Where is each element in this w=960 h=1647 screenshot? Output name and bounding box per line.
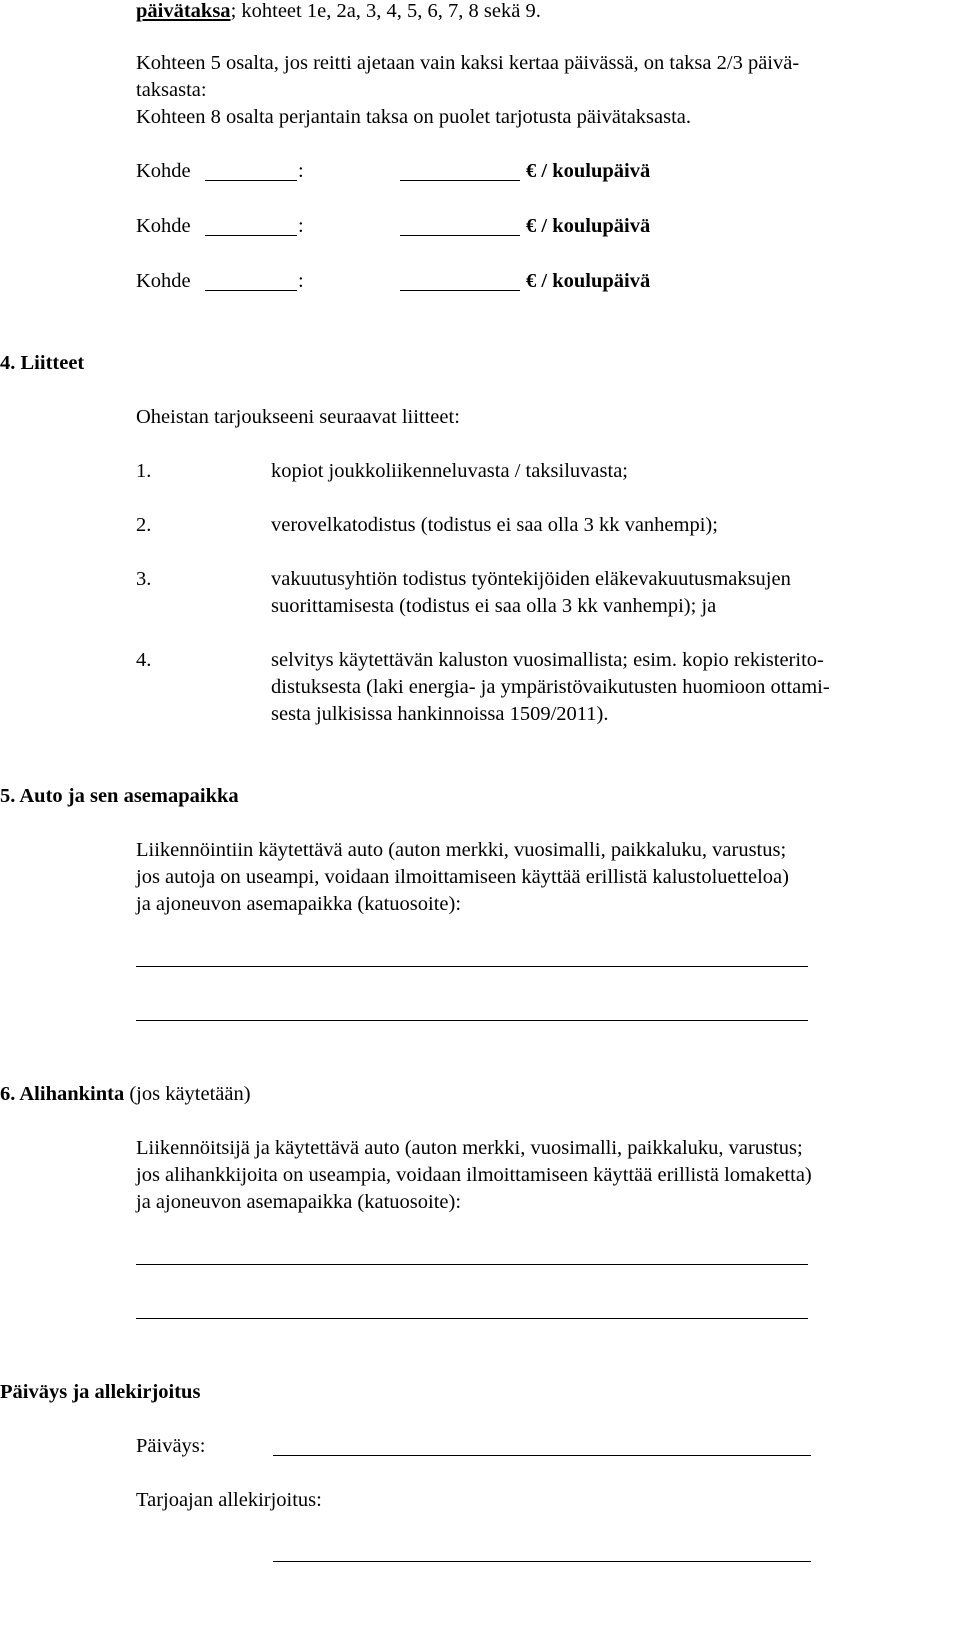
intro-line-1: [136, 0, 541, 25]
attachment-text: kopiot joukkoliikenneluvasta / taksiluvasta;: [271, 460, 628, 482]
section-6-heading: [0, 1081, 251, 1108]
kohde-label: Kohde: [136, 160, 191, 182]
attachment-text: distuksesta (laki energia- ja ympäristövaikutusten huomioon ottami-: [271, 676, 830, 698]
kohde-price-blank[interactable]: [400, 180, 520, 181]
intro-paragraph-line-2: taksasta:: [136, 79, 207, 101]
attachment-text: suorittamisesta (todistus ei saa olla 3 kk vanhempi); ja: [271, 595, 717, 617]
kohde-number-blank[interactable]: [205, 180, 297, 181]
intro-paragraph-line-3: Kohteen 8 osalta perjantain taksa on puolet tarjotusta päivätaksasta.: [136, 106, 692, 128]
section-5-text: Liikennöintiin käytettävä auto (auton merkki, vuosimalli, paikkaluku, varustus;: [136, 839, 787, 861]
kohde-price-blank[interactable]: [400, 290, 520, 291]
attachment-text: vakuutusyhtiön todistus työntekijöiden eläkevakuutusmaksujen: [271, 568, 791, 590]
signature-label: Tarjoajan allekirjoitus:: [136, 1489, 322, 1511]
section-4-heading: 4. Liitteet: [0, 352, 85, 374]
section-6-text: ja ajoneuvon asemapaikka (katuosoite):: [136, 1191, 462, 1213]
attachment-number: 3.: [136, 568, 152, 590]
subcontractor-info-blank[interactable]: [136, 1264, 808, 1265]
section-6-heading-note: (jos käytetään): [124, 1083, 251, 1105]
kohde-colon: :: [298, 160, 304, 182]
kohde-unit: € / koulupäivä: [526, 160, 651, 182]
kohde-price-blank[interactable]: [400, 235, 520, 236]
section-4-intro: Oheistan tarjoukseeni seuraavat liitteet:: [136, 406, 460, 428]
kohde-unit: € / koulupäivä: [526, 215, 651, 237]
date-blank[interactable]: [273, 1455, 811, 1456]
section-6-heading-bold: 6. Alihankinta: [0, 1083, 125, 1105]
intro-paragraph-line-1: Kohteen 5 osalta, jos reitti ajetaan vain kaksi kertaa päivässä, on taksa 2/3 päivä-: [136, 52, 800, 74]
kohde-unit: € / koulupäivä: [526, 270, 651, 292]
attachment-text: verovelkatodistus (todistus ei saa olla 3 kk vanhempi);: [271, 514, 718, 536]
kohde-number-blank[interactable]: [205, 235, 297, 236]
signature-blank[interactable]: [273, 1561, 811, 1562]
section-5-text: jos autoja on useampi, voidaan ilmoittamiseen käyttää erillistä kalustoluetteloa): [136, 866, 789, 888]
intro-line-1-rest: ; kohteet 1e, 2a, 3, 4, 5, 6, 7, 8 sekä 9.: [230, 0, 541, 22]
kohde-label: Kohde: [136, 215, 191, 237]
kohde-label: Kohde: [136, 270, 191, 292]
signature-heading: Päiväys ja allekirjoitus: [0, 1381, 201, 1403]
section-6-text: Liikennöitsijä ja käytettävä auto (auton merkki, vuosimalli, paikkaluku, varustus;: [136, 1137, 803, 1159]
attachment-text: sesta julkisissa hankinnoissa 1509/2011).: [271, 703, 609, 725]
vehicle-info-blank[interactable]: [136, 1020, 808, 1021]
attachment-number: 2.: [136, 514, 152, 536]
attachment-number: 1.: [136, 460, 152, 482]
attachment-text: selvitys käytettävän kaluston vuosimallista; esim. kopio rekisterito-: [271, 649, 824, 671]
section-5-heading: 5. Auto ja sen asemapaikka: [0, 785, 239, 807]
intro-bold-term: päivätaksa: [136, 0, 231, 22]
attachment-number: 4.: [136, 649, 152, 671]
kohde-colon: :: [298, 215, 304, 237]
section-5-text: ja ajoneuvon asemapaikka (katuosoite):: [136, 893, 462, 915]
date-label: Päiväys:: [136, 1435, 206, 1457]
kohde-number-blank[interactable]: [205, 290, 297, 291]
section-6-text: jos alihankkijoita on useampia, voidaan ilmoittamiseen käyttää erillistä lomaketta): [136, 1164, 812, 1186]
vehicle-info-blank[interactable]: [136, 966, 808, 967]
subcontractor-info-blank[interactable]: [136, 1318, 808, 1319]
kohde-colon: :: [298, 270, 304, 292]
